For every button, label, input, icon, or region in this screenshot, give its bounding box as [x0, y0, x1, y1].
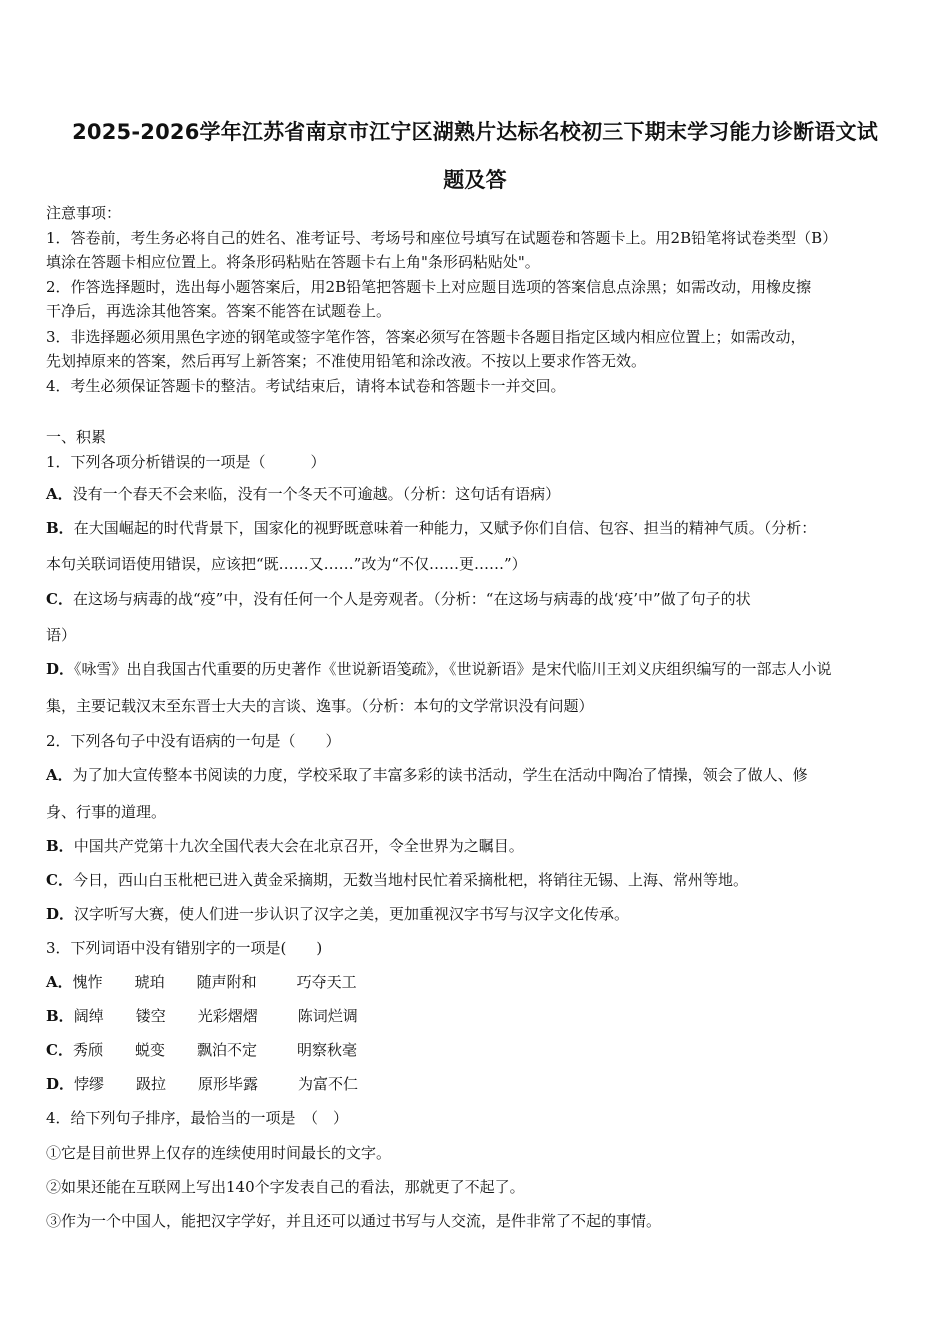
notice-line: 2．作答选择题时，选出每小题答案后，用2B铅笔把答题卡上对应题目选项的答案信息点涂黑；如需改动，用橡皮擦: [46, 278, 812, 296]
option-letter: D．: [46, 660, 75, 678]
option-text: 中国共产党第十九次全国代表大会在北京召开，令全世界为之瞩目。: [73, 837, 524, 855]
option-text: 今日，西山白玉枇杷已进入黄金采摘期，无数当地村民忙着采摘枇杷，将销往无锡、上海、常州等地。: [72, 871, 748, 889]
option-word: 明察秋毫: [296, 1041, 357, 1059]
option-word: 阔绰: [73, 1007, 104, 1025]
q2-option-c: [46, 870, 908, 890]
option-word: 蜕变: [134, 1041, 165, 1059]
page-title-line-1: 2025-2026学年江苏省南京市江宁区湖熟片达标名校初三下期末学习能力诊断语文试: [72, 120, 878, 144]
option-word: 为富不仁: [298, 1075, 359, 1093]
question-3-stem: 3．下列词语中没有错别字的一项是( ): [46, 939, 323, 957]
option-text: 为了加大宣传整本书阅读的力度，学校采取了丰富多彩的读书活动，学生在活动中陶冶了情操，领会了做人、修: [72, 766, 808, 784]
option-text: 《咏雪》出自我国古代重要的历史著作《世说新语笺疏》，《世说新语》是宋代临川王刘义庆组织编写的一部志人小说: [74, 660, 832, 678]
question-2-stem: 2．下列各句子中没有语病的一句是（ ）: [46, 732, 341, 750]
option-word: 愧怍: [72, 973, 103, 991]
option-letter: C．: [46, 590, 73, 608]
q3-option-d: [46, 1074, 908, 1094]
option-letter: A．: [46, 973, 73, 991]
q1-option-c-continued: 语）: [46, 626, 77, 644]
q3-option-a: [46, 972, 908, 992]
option-letter: B．: [46, 1007, 74, 1025]
option-letter: B．: [46, 519, 74, 537]
page-title-line-2: 题及答: [443, 168, 507, 192]
notice-heading: 注意事项：: [46, 204, 122, 222]
q2-option-a-continued: 身、行事的道理。: [46, 803, 167, 821]
option-word: 镂空: [135, 1007, 166, 1025]
q1-option-b-continued: 本句关联词语使用错误，应该把“既……又……”改为“不仅……更……”）: [46, 555, 527, 573]
option-text: 汉字听写大赛，使人们进一步认识了汉字之美，更加重视汉字书写与汉字文化传承。: [74, 905, 630, 923]
option-word: 陈词烂调: [297, 1007, 358, 1025]
notice-line: 1．答卷前，考生务必将自己的姓名、准考证号、考场号和座位号填写在试题卷和答题卡上。用2B铅笔将试卷类型（B）: [46, 229, 838, 247]
q2-option-a: [46, 765, 908, 785]
option-text: 在这场与病毒的战“疫”中，没有任何一个人是旁观者。（分析：“在这场与病毒的战‘疫’中”做了句子的状: [72, 590, 751, 608]
notice-line: 先划掉原来的答案，然后再写上新答案；不准使用铅笔和涂改液。不按以上要求作答无效。: [46, 352, 647, 370]
option-word: 随声附和: [196, 973, 257, 991]
q2-option-b: [46, 836, 908, 856]
q4-sentence-1: ①它是目前世界上仅存的连续使用时间最长的文字。: [46, 1144, 392, 1162]
notice-line: 4．考生必须保证答题卡的整洁。考试结束后，请将本试卷和答题卡一并交回。: [46, 377, 566, 395]
option-word: 巧夺天工: [296, 973, 357, 991]
notice-line: 干净后，再选涂其他答案。答案不能答在试题卷上。: [46, 302, 392, 320]
option-letter: A．: [46, 766, 73, 784]
option-letter: D．: [46, 905, 75, 923]
option-word: 趿拉: [136, 1075, 167, 1093]
option-text: 没有一个春天不会来临，没有一个冬天不可逾越。（分析：这句话有语病）: [72, 485, 561, 503]
question-4-stem: 4．给下列句子排序，最恰当的一项是 （ ）: [46, 1109, 349, 1127]
notice-line: 3．非选择题必须用黑色字迹的钢笔或签字笔作答，答案必须写在答题卡各题目指定区域内相应位置上；如需改动，: [46, 328, 806, 346]
q4-sentence-3: ③作为一个中国人，能把汉字学好，并且还可以通过书写与人交流，是件非常了不起的事情。: [46, 1212, 662, 1230]
option-word: 光彩熠熠: [197, 1007, 258, 1025]
option-letter: C．: [46, 1041, 73, 1059]
q3-option-b: [46, 1006, 908, 1026]
option-letter: B．: [46, 837, 74, 855]
section-heading: 一、积累: [46, 428, 107, 446]
option-text: 在大国崛起的时代背景下，国家化的视野既意味着一种能力，又赋予你们自信、包容、担当的精神气质。（分析：: [73, 519, 817, 537]
q1-option-d-continued: 集，主要记载汉末至东晋士大夫的言谈、逸事。（分析：本句的文学常识没有问题）: [46, 697, 594, 715]
option-word: 悖缪: [74, 1075, 105, 1093]
notice-line: 填涂在答题卡相应位置上。将条形码粘贴在答题卡右上角"条形码粘贴处"。: [46, 253, 540, 271]
q1-option-b: [46, 518, 908, 538]
option-word: 琥珀: [134, 973, 165, 991]
q2-option-d: [46, 904, 908, 924]
option-letter: D．: [46, 1075, 75, 1093]
q3-option-c: [46, 1040, 908, 1060]
option-word: 秀颀: [72, 1041, 103, 1059]
option-word: 飘泊不定: [196, 1041, 257, 1059]
option-letter: C．: [46, 871, 73, 889]
question-1-stem: 1．下列各项分析错误的一项是（ ）: [46, 453, 326, 471]
option-letter: A．: [46, 485, 73, 503]
option-word: 原形毕露: [198, 1075, 259, 1093]
q1-option-c: [46, 589, 908, 609]
q1-option-d: [46, 659, 908, 679]
q4-sentence-2: ②如果还能在互联网上写出140个字发表自己的看法，那就更了不起了。: [46, 1178, 525, 1196]
q1-option-a: [46, 484, 908, 504]
